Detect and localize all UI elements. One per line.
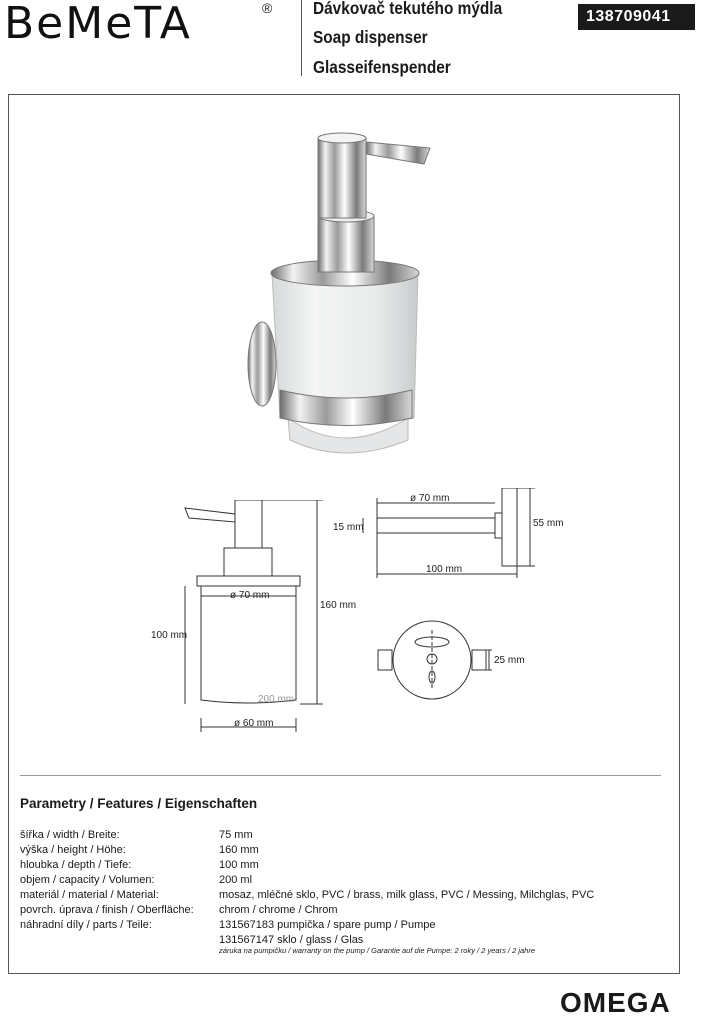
warranty-note: záruka na pumpičku / warranty on the pump / Garantie auf die Pumpe: 2 roky / 2 years / 2 jahre — [219, 946, 535, 955]
product-code: 138709041 — [578, 4, 695, 30]
section-divider — [20, 775, 661, 776]
param-label: výška / height / Höhe: — [20, 844, 126, 856]
param-value: 75 mm — [219, 829, 253, 841]
param-value: 200 ml — [219, 874, 253, 886]
header-divider — [301, 0, 302, 76]
dim-front-base-diameter: ø 60 mm — [234, 718, 274, 729]
param-label: povrch. úprava / finish / Oberfläche: — [20, 904, 194, 916]
param-value: 100 mm — [219, 859, 259, 871]
front-view-drawing — [175, 500, 335, 740]
dim-side-diameter: ø 70 mm — [410, 493, 450, 504]
product-photo — [240, 128, 440, 463]
param-value: mosaz, mléčné sklo, PVC / brass, milk glass, PVC / Messing, Milchglas, PVC — [219, 889, 595, 901]
title-english: Soap dispenser — [313, 27, 428, 47]
param-label: šířka / width / Breite: — [20, 829, 120, 841]
dim-front-body-height: 100 mm — [151, 630, 188, 641]
param-value: 131567183 pumpička / spare pump / Pumpe — [219, 919, 436, 931]
dim-side-height: 55 mm — [533, 518, 564, 529]
dim-plate-hole: 25 mm — [494, 655, 525, 666]
dim-front-volume: 200 mm — [258, 694, 295, 705]
params-title: Parametry / Features / Eigenschaften — [20, 796, 258, 811]
param-extra-value: 131567147 sklo / glass / Glas — [219, 934, 364, 946]
dim-front-top-diameter: ø 70 mm — [230, 590, 270, 601]
brand-logo: BeMeTA — [4, 0, 192, 49]
title-czech: Dávkovač tekutého mýdla — [313, 0, 503, 18]
param-label: náhradní díly / parts / Teile: — [20, 919, 152, 931]
param-value: 160 mm — [219, 844, 259, 856]
param-value: chrom / chrome / Chrom — [219, 904, 338, 916]
backplate-drawing — [370, 620, 500, 705]
dim-side-depth: 15 mm — [333, 522, 364, 533]
registered-mark: ® — [262, 0, 273, 16]
param-label: materiál / material / Material: — [20, 889, 159, 901]
title-german: Glasseifenspender — [313, 57, 451, 77]
dim-front-total-height: 160 mm — [320, 600, 357, 611]
param-label: objem / capacity / Volumen: — [20, 874, 155, 886]
dim-side-length: 100 mm — [426, 564, 463, 575]
series-name: OMEGA — [560, 987, 671, 1018]
param-label: hloubka / depth / Tiefe: — [20, 859, 132, 871]
